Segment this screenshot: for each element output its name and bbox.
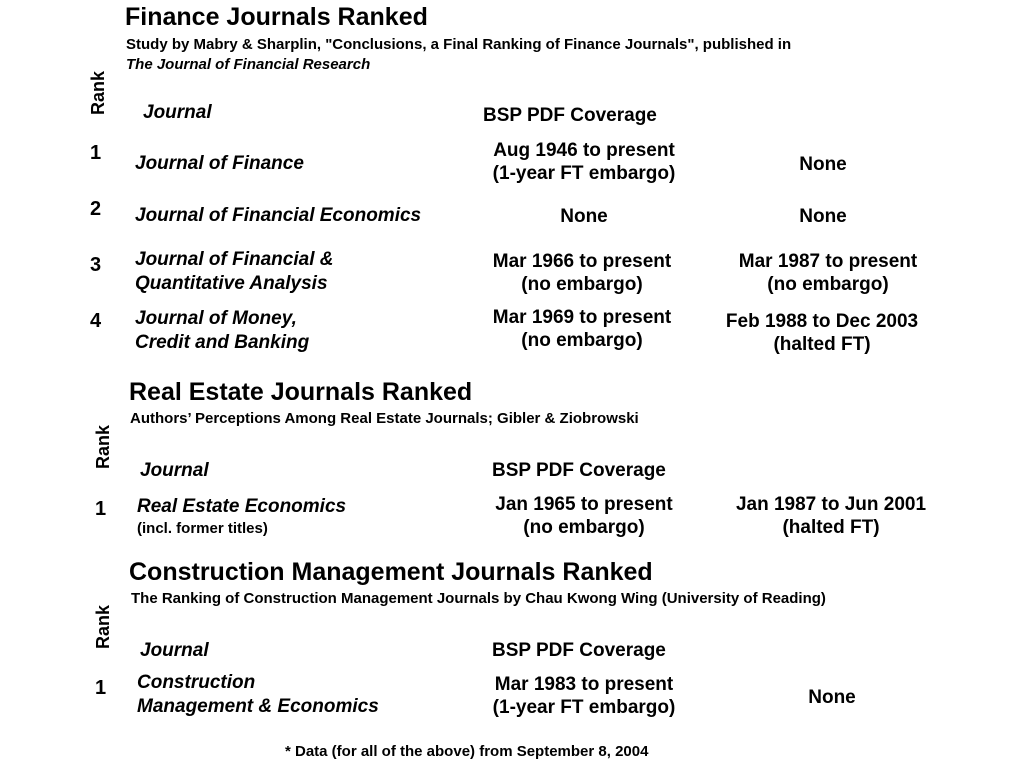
real-estate-journal-header: Journal — [140, 460, 209, 481]
finance-journal-3-line2: Quantitative Analysis — [135, 273, 328, 294]
finance-rank-2: 2 — [90, 198, 102, 220]
finance-bsp-1-line1: Aug 1946 to present — [493, 140, 675, 161]
finance-journal-4 — [135, 307, 309, 355]
finance-bsp-4 — [472, 306, 692, 352]
finance-other-4-line2: (halted FT) — [773, 334, 871, 355]
footnote: * Data (for all of the above) from September 8, 2004 — [285, 743, 649, 760]
finance-subtitle-line1: Study by Mabry & Sharplin, "Conclusions, a Final Ranking of Finance Journals", published in — [126, 36, 792, 53]
finance-journal-1: Journal of Finance — [135, 153, 304, 174]
finance-rank-4: 4 — [90, 310, 102, 332]
finance-rank-label: Rank — [88, 70, 108, 115]
finance-title: Finance Journals Ranked — [125, 3, 428, 31]
construction-rank-1: 1 — [95, 677, 107, 699]
finance-other-3 — [718, 250, 938, 296]
construction-coverage-header: BSP PDF Coverage — [492, 640, 666, 661]
real-estate-subtitle: Authors’ Perceptions Among Real Estate Journals; Gibler & Ziobrowski — [130, 410, 639, 427]
finance-coverage-header: BSP PDF Coverage — [483, 105, 657, 126]
finance-rank-3: 3 — [90, 254, 102, 276]
finance-rank-1: 1 — [90, 142, 102, 164]
real-estate-journal-1: Real Estate Economics — [137, 496, 347, 517]
construction-journal-1 — [137, 671, 379, 719]
finance-other-3-line2: (no embargo) — [767, 274, 889, 295]
real-estate-rank-1: 1 — [95, 498, 107, 520]
finance-journal-2: Journal of Financial Economics — [135, 205, 422, 226]
real-estate-coverage-header: BSP PDF Coverage — [492, 460, 666, 481]
finance-bsp-3-line1: Mar 1966 to present — [492, 251, 672, 272]
finance-subtitle-line2: The Journal of Financial Research — [126, 56, 371, 73]
real-estate-bsp-1-line1: Jan 1965 to present — [495, 494, 673, 515]
construction-bsp-1-line2: (1-year FT embargo) — [492, 697, 676, 718]
construction-journal-header: Journal — [140, 640, 209, 661]
finance-bsp-4-line2: (no embargo) — [521, 330, 643, 351]
construction-bsp-1-line1: Mar 1983 to present — [494, 674, 674, 695]
real-estate-other-1 — [716, 493, 946, 539]
real-estate-bsp-1 — [474, 493, 694, 539]
construction-title: Construction Management Journals Ranked — [129, 558, 653, 586]
real-estate-other-1-line1: Jan 1987 to Jun 2001 — [735, 494, 927, 515]
finance-bsp-4-line1: Mar 1969 to present — [492, 307, 672, 328]
construction-journal-1-line2: Management & Economics — [137, 696, 379, 717]
real-estate-title: Real Estate Journals Ranked — [129, 378, 473, 406]
finance-bsp-2: None — [560, 206, 608, 227]
construction-rank-label: Rank — [93, 604, 113, 649]
finance-bsp-1-line2: (1-year FT embargo) — [492, 163, 676, 184]
finance-other-2: None — [799, 206, 847, 227]
finance-journal-4-line2: Credit and Banking — [135, 332, 310, 353]
finance-journal-4-line1: Journal of Money, — [135, 308, 297, 329]
finance-journal-header: Journal — [143, 102, 212, 123]
finance-bsp-3-line2: (no embargo) — [521, 274, 643, 295]
finance-other-4-line1: Feb 1988 to Dec 2003 — [725, 311, 919, 332]
finance-bsp-1 — [474, 139, 694, 185]
finance-journal-3 — [135, 248, 333, 296]
construction-other-1: None — [808, 687, 856, 708]
construction-bsp-1 — [474, 673, 694, 719]
finance-other-3-line1: Mar 1987 to present — [738, 251, 918, 272]
finance-other-1: None — [799, 154, 847, 175]
construction-subtitle: The Ranking of Construction Management Journals by Chau Kwong Wing (University of Reading) — [131, 590, 826, 607]
real-estate-bsp-1-line2: (no embargo) — [523, 517, 645, 538]
finance-journal-3-line1: Journal of Financial & — [135, 249, 334, 270]
finance-bsp-3 — [472, 250, 692, 296]
real-estate-rank-label: Rank — [93, 424, 113, 469]
real-estate-journal-1-note: (incl. former titles) — [137, 520, 268, 537]
real-estate-other-1-line2: (halted FT) — [782, 517, 880, 538]
construction-journal-1-line1: Construction — [137, 672, 256, 693]
finance-other-4 — [707, 310, 937, 356]
